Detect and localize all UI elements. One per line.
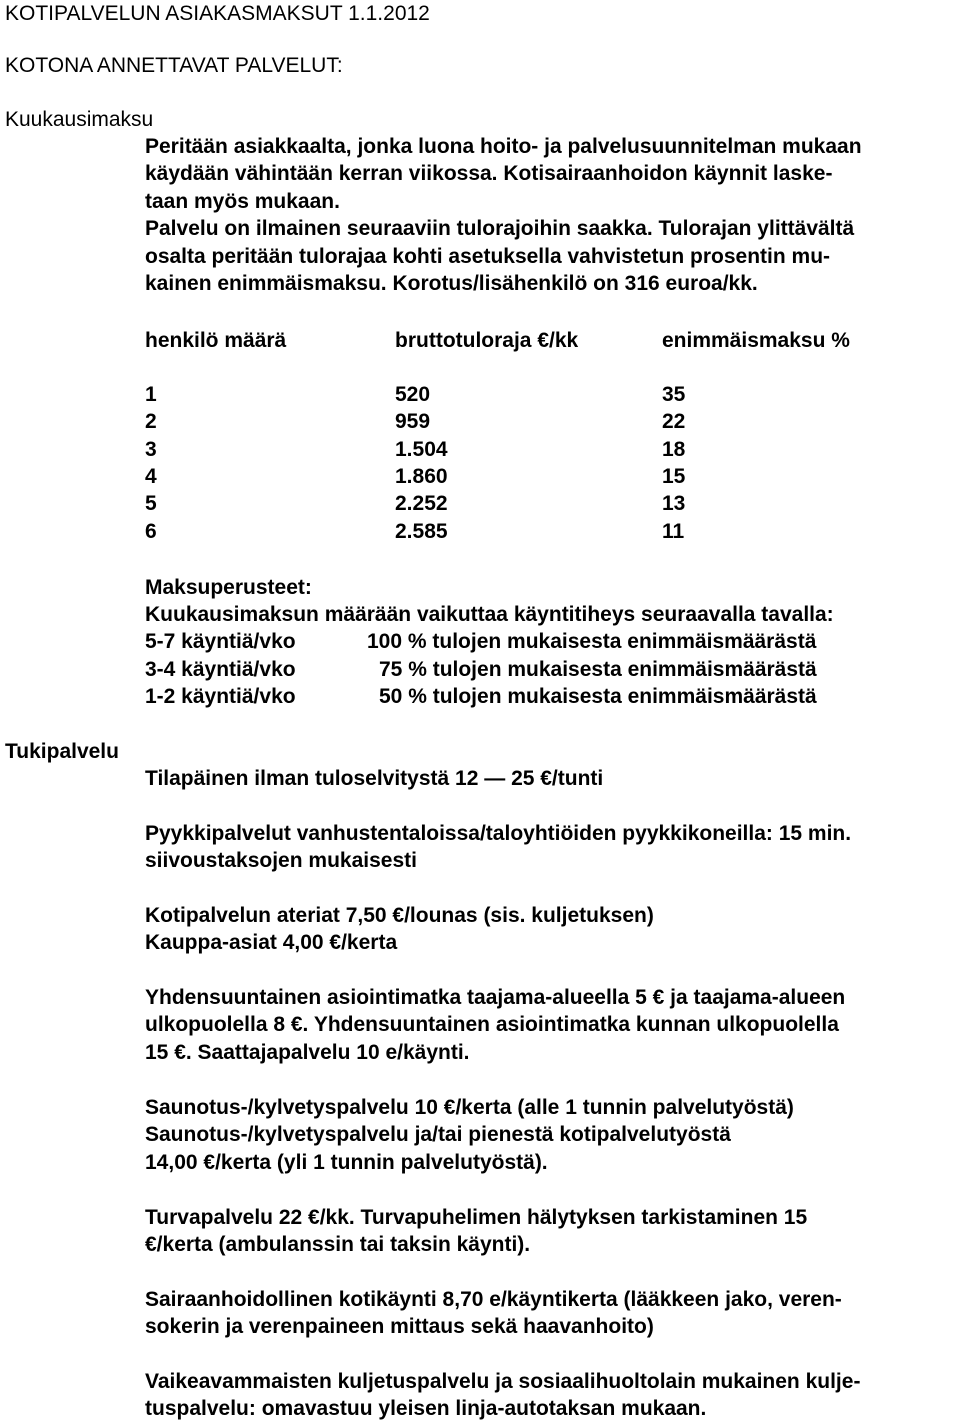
tukipalvelu-line: 15 €. Saattajapalvelu 10 e/käynti. [145, 1041, 470, 1064]
section-subtitle: KOTONA ANNETTAVAT PALVELUT: [5, 54, 343, 77]
table-cell-persons: 2 [145, 410, 157, 433]
table-cell-max-fee: 11 [662, 520, 685, 543]
table-cell-income-limit: 2.252 [395, 492, 448, 515]
tukipalvelu-line: ulkopuolella 8 €. Yhdensuuntainen asiointimatka kunnan ulkopuolella [145, 1013, 839, 1036]
kuukausimaksu-line: taan myös mukaan. [145, 190, 340, 213]
tukipalvelu-line: Sairaanhoidollinen kotikäynti 8,70 e/käyntikerta (lääkkeen jako, veren- [145, 1288, 842, 1311]
table-cell-persons: 3 [145, 438, 157, 461]
tukipalvelu-heading: Tukipalvelu [5, 740, 119, 763]
table-cell-income-limit: 520 [395, 383, 431, 406]
table-cell-max-fee: 13 [662, 492, 686, 515]
tukipalvelu-line: 14,00 €/kerta (yli 1 tunnin palvelutyöstä). [145, 1151, 548, 1174]
table-header-persons: henkilö määrä [145, 329, 287, 352]
maksuperusteet-intro: Kuukausimaksun määrään vaikuttaa käyntitiheys seuraavalla tavalla: [145, 603, 834, 626]
table-cell-persons: 1 [145, 383, 157, 406]
tukipalvelu-line: Saunotus-/kylvetyspalvelu 10 €/kerta (alle 1 tunnin palvelutyöstä) [145, 1096, 794, 1119]
tukipalvelu-line: Vaikeavammaisten kuljetuspalvelu ja sosiaalihuoltolain mukainen kulje- [145, 1370, 861, 1393]
tukipalvelu-line: tuspalvelu: omavastuu yleisen linja-autotaksan mukaan. [145, 1397, 707, 1420]
table-cell-income-limit: 1.860 [395, 465, 448, 488]
kuukausimaksu-line: käydään vähintään kerran viikossa. Kotisairaanhoidon käynnit laske- [145, 162, 833, 185]
tukipalvelu-line: siivoustaksojen mukaisesti [145, 849, 417, 872]
tukipalvelu-line: Kauppa-asiat 4,00 €/kerta [145, 931, 398, 954]
table-cell-income-limit: 2.585 [395, 520, 448, 543]
tukipalvelu-line: sokerin ja verenpaineen mittaus sekä haavanhoito) [145, 1315, 654, 1338]
visit-fee-percentage: 50 % tulojen mukaisesta enimmäismäärästä [379, 685, 817, 708]
table-cell-max-fee: 22 [662, 410, 686, 433]
visit-fee-percentage: 100 % tulojen mukaisesta enimmäismäärästä [367, 630, 817, 653]
table-cell-persons: 4 [145, 465, 157, 488]
table-header-income-limit: bruttotuloraja €/kk [395, 329, 579, 352]
tukipalvelu-line: Tilapäinen ilman tuloselvitystä 12 — 25 €/tunti [145, 767, 604, 790]
visit-frequency: 3-4 käyntiä/vko [145, 658, 296, 681]
page-title: KOTIPALVELUN ASIAKASMAKSUT 1.1.2012 [5, 2, 430, 25]
kuukausimaksu-line: kainen enimmäismaksu. Korotus/lisähenkilö on 316 euroa/kk. [145, 272, 758, 295]
visit-frequency: 5-7 käyntiä/vko [145, 630, 296, 653]
kuukausimaksu-line: osalta peritään tulorajaa kohti asetuksella vahvistetun prosentin mu- [145, 245, 831, 268]
kuukausimaksu-heading: Kuukausimaksu [5, 108, 154, 131]
tukipalvelu-line: Saunotus-/kylvetyspalvelu ja/tai pienestä kotipalvelutyöstä [145, 1123, 731, 1146]
tukipalvelu-line: €/kerta (ambulanssin tai taksin käynti). [145, 1233, 531, 1256]
tukipalvelu-line: Kotipalvelun ateriat 7,50 €/lounas (sis. kuljetuksen) [145, 904, 654, 927]
visit-frequency: 1-2 käyntiä/vko [145, 685, 296, 708]
table-cell-max-fee: 15 [662, 465, 686, 488]
tukipalvelu-line: Turvapalvelu 22 €/kk. Turvapuhelimen hälytyksen tarkistaminen 15 [145, 1206, 808, 1229]
table-header-max-fee: enimmäismaksu % [662, 329, 850, 352]
visit-fee-percentage: 75 % tulojen mukaisesta enimmäismäärästä [379, 658, 817, 681]
table-cell-persons: 5 [145, 492, 157, 515]
table-cell-max-fee: 35 [662, 383, 686, 406]
kuukausimaksu-line: Palvelu on ilmainen seuraaviin tulorajoihin saakka. Tulorajan ylittävältä [145, 217, 855, 240]
table-cell-income-limit: 1.504 [395, 438, 448, 461]
table-cell-persons: 6 [145, 520, 157, 543]
table-cell-max-fee: 18 [662, 438, 686, 461]
maksuperusteet-heading: Maksuperusteet: [145, 576, 312, 599]
tukipalvelu-line: Pyykkipalvelut vanhustentaloissa/taloyhtiöiden pyykkikoneilla: 15 min. [145, 822, 852, 845]
tukipalvelu-line: Yhdensuuntainen asiointimatka taajama-alueella 5 € ja taajama-alueen [145, 986, 846, 1009]
kuukausimaksu-line: Peritään asiakkaalta, jonka luona hoito- ja palvelusuunnitelman mukaan [145, 135, 862, 158]
table-cell-income-limit: 959 [395, 410, 431, 433]
